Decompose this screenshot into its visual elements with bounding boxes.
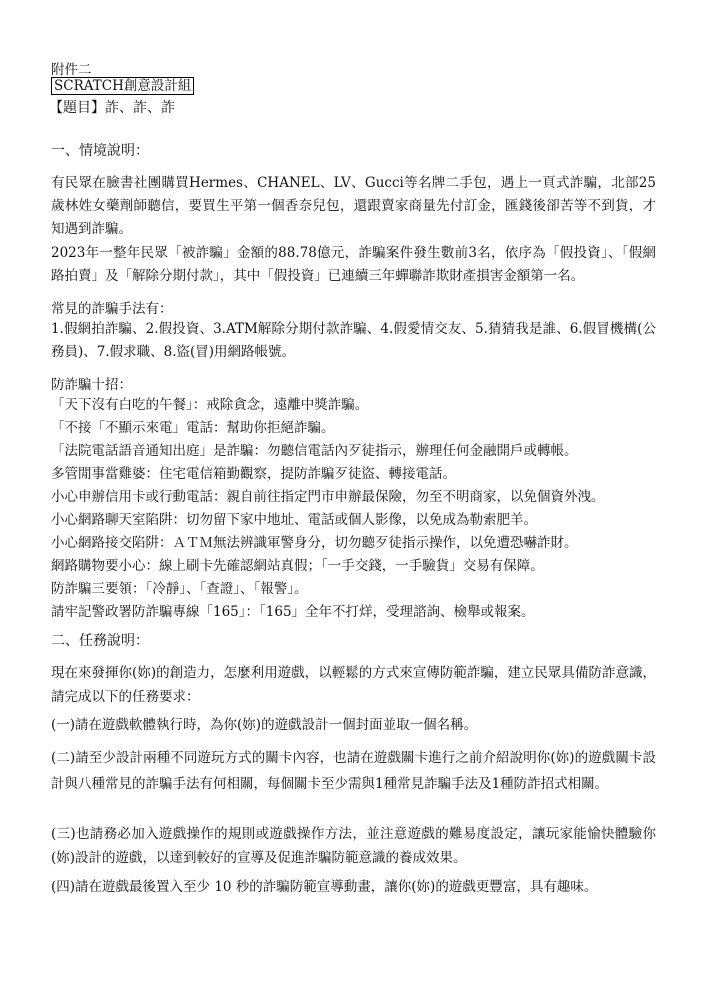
tip-item: 「不接「不顯示來電」電話：幫助你拒絕詐騙。: [51, 420, 335, 436]
scenario-paragraph-2: 2023年一整年民眾「被詐騙」金額的88.78億元，詐騙案件發生數前3名，依序為「假投資」、「假網路拍賣」及「解除分期付款」，其中「假投資」已連續三年蟬聯詐欺財產損害金額第一名。: [51, 245, 656, 284]
task-item-4: (四)請在遊戲最後置入至少 10 秒的詐騙防範宣導動畫，讓你(妳)的遊戲更豐富，具有趣味。: [51, 879, 598, 895]
group-label: [51, 78, 194, 95]
section2-heading: 二、任務說明：: [51, 633, 149, 649]
fraud-methods-list: 1.假網拍詐騙、2.假投資、3.ATM解除分期付款詐騙、4.假愛情交友、5.猜猜我是誰、6.假冒機構(公務員)、7.假求職、8.盜(冒)用網路帳號。: [51, 321, 656, 360]
tip-item: 小心網路聊天室陷阱：切勿留下家中地址、電話或個人影像，以免成為勒索肥羊。: [51, 512, 537, 528]
task-item-1: (一)請在遊戲軟體執行時，為你(妳)的遊戲設計一個封面並取一個名稱。: [51, 717, 478, 733]
tip-item: 網路購物要小心：線上刷卡先確認網站真假；「一手交錢，一手驗貨」交易有保障。: [51, 558, 544, 574]
task-intro: 現在來發揮你(妳)的創造力，怎麼利用遊戲，以輕鬆的方式來宣傳防範詐騙，建立民眾具備防詐意識，請完成以下的任務要求：: [51, 665, 656, 705]
task-item-2: (二)請至少設計兩種不同遊玩方式的關卡內容，也請在遊戲關卡進行之前介紹說明你(妳)的遊戲關卡設計與八種常見的詐騙手法有何相關，每個關卡至少需與1種常見詐騙手法及1種防詐招式相關。: [51, 750, 656, 792]
tip-item: 「法院電話語音通知出庭」是詐騙：勿聽信電話內歹徒指示，辦理任何金融開戶或轉帳。: [51, 443, 578, 459]
group-box: SCRATCH創意設計組: [51, 77, 194, 95]
tip-item: 小心網路接交陷阱：ＡＴＭ無法辨識軍警身分，切勿聽歹徒指示操作，以免遭恐嚇詐財。: [51, 535, 578, 551]
document-title: 【題目】詐、詐、詐: [49, 100, 175, 116]
section1-heading: 一、情境說明：: [51, 143, 149, 159]
tip-item: 「天下沒有白吃的午餐」：戒除貪念，遠離中獎詐騙。: [51, 397, 369, 413]
fraud-methods-heading: 常見的詐騙手法有：: [51, 301, 173, 317]
tip-item: 多管閒事當雞婆：住宅電信箱勤觀察，提防詐騙歹徒盜、轉接電話。: [51, 466, 456, 482]
tip-item: 小心申辦信用卡或行動電話：親自前往指定門市申辦最保險，勿至不明商家，以免個資外洩。: [51, 489, 605, 505]
tip-item: 請牢記警政署防詐騙專線「165」：「165」全年不打烊，受理諮詢、檢舉或報案。: [51, 604, 535, 620]
scenario-paragraph-1: 有民眾在臉書社團購買Hermes、CHANEL、LV、Gucci等名牌二手包，遇上一頁式詐騙，北部25歲林姓女藥劑師聽信，要買生平第一個香奈兒包，還跟賣家商量先付訂金，匯錢後卻苦等不到貨，才知遇到詐騙。: [51, 175, 656, 237]
anti-fraud-tips-heading: 防詐騙十招：: [51, 377, 132, 393]
task-item-3: (三)也請務必加入遊戲操作的規則或遊戲操作方法，並注意遊戲的難易度設定，讓玩家能愉快體驗你(妳)設計的遊戲，以達到較好的宣導及促進詐騙防範意識的養成效果。: [51, 826, 656, 866]
appendix-label: 附件二: [51, 62, 92, 78]
tip-item: 防詐騙三要領：「冷靜」、「查證」、「報警」。: [51, 581, 308, 597]
anti-fraud-tips-list: [51, 394, 656, 624]
